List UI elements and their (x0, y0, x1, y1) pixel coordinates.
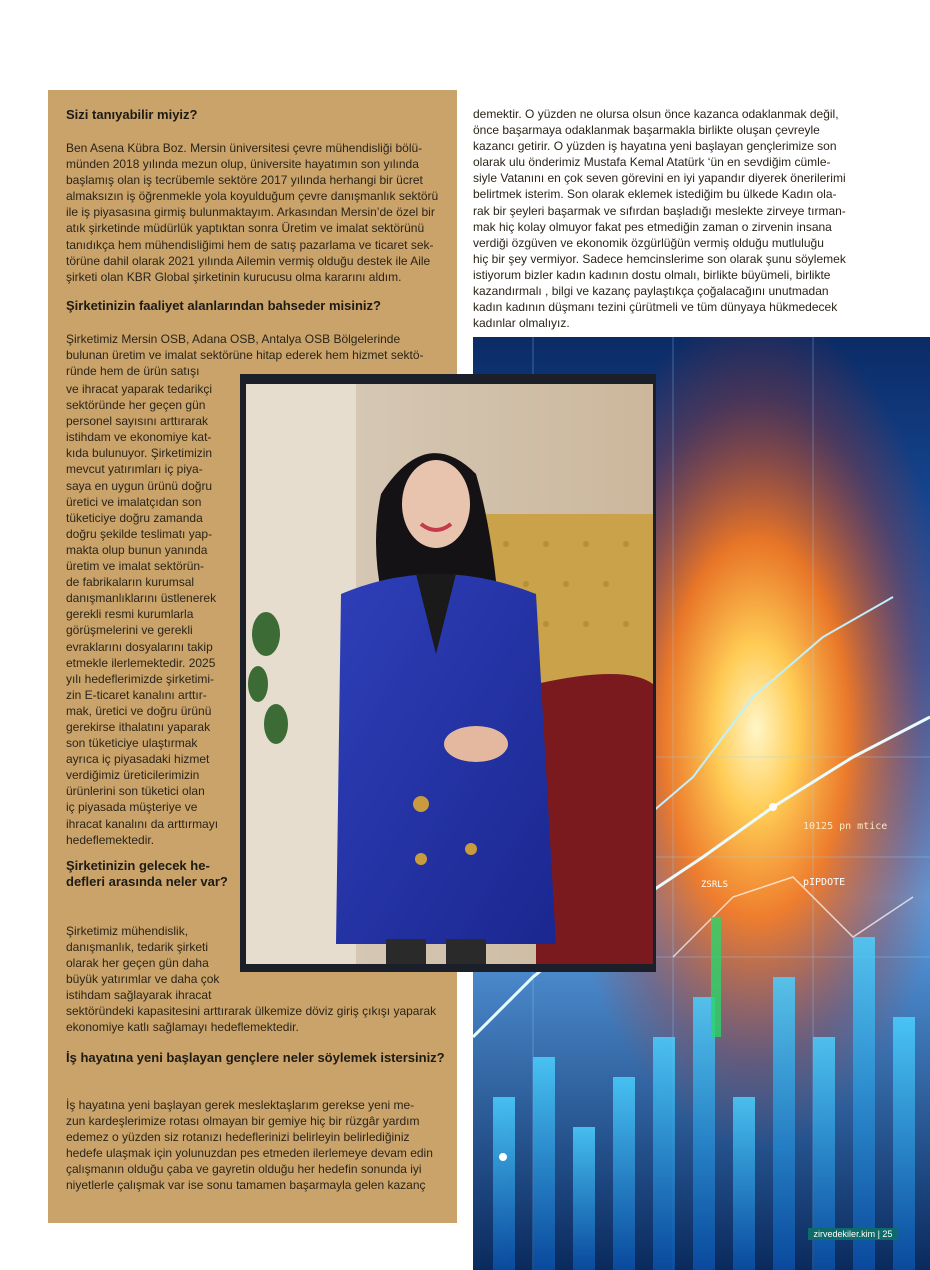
answer-2-body-line: personel sayısını arttırarak (66, 414, 209, 429)
answer-2-body-line: görüşmelerini ve gerekli (66, 623, 193, 638)
answer-2-body-line: yılı hedeflerimizde şirketimi- (66, 671, 215, 686)
image-label-2: ZSRLS (701, 880, 729, 890)
answer-2-body-line: sektöründe her geçen gün (66, 398, 206, 413)
answer-4-line: zun kardeşlerimize rotası olmayan bir gemiye hiç bir rüzgâr yardım (66, 1114, 420, 1129)
answer-2-body-line: üretici ve imalatçıdan son (66, 494, 202, 509)
page-number: 25 (882, 1229, 893, 1239)
answer-1-line: atık şirketinde müdürlük yaptıktan sonra Üretim ve imalat sektörünü (66, 221, 425, 236)
answer-2-body-line: doğru şekilde teslimatı yap- (66, 526, 213, 541)
answer-2-body-line: gerekirse ithalatını yaparak (66, 719, 211, 734)
answer-4-line: niyetlerle çalışmak var ise sonu tamamen başarmayla gelen kazanç (66, 1178, 426, 1193)
right-column-line: hiç bir şey vermiyor. Sadece hemcinslerime son olarak şunu söylemek (473, 251, 846, 266)
answer-1-line: almaksızın iş öğrenmekle yola koyulduğum çevre danışmanlık sektörü (66, 189, 439, 204)
answer-2-body-line: ayrıca iç piyasadaki hizmet (66, 752, 210, 767)
answer-4-line: edemez o yüzden siz rotanızı hedeflerinizi belirleyin belirlediğiniz (66, 1130, 410, 1145)
question-4: İş hayatına yeni başlayan gençlere neler söylemek istersiniz? (66, 1050, 445, 1065)
answer-2-body-line: iç piyasada müşteriye ve (66, 800, 198, 815)
answer-1-line: ile iş piyasasına girmiş bulunmaktayım. Arkasından Mersin’de özel bir (66, 205, 435, 220)
answer-2-body-line: istihdam ve ekonomiye kat- (66, 430, 212, 445)
right-column-line: kadın kadının düşmanı tezini çürütmeli ve tüm dünyaya hükmedecek (473, 300, 838, 315)
answer-2-body-line: zin E-ticaret kanalını arttır- (66, 687, 207, 702)
answer-2-body-line: evraklarını dosyalarını takip (66, 639, 213, 654)
answer-2-body-line: de fabrikaların kurumsal (66, 575, 195, 590)
answer-3-body-line: Şirketimiz mühendislik, (66, 924, 189, 938)
question-2: Şirketinizin faaliyet alanlarından bahseder misiniz? (66, 298, 381, 313)
answer-3-end (66, 1003, 456, 1035)
answer-2-intro-line: bulunan üretim ve imalat sektörüne hitap ederek hem hizmet sektö- (66, 348, 424, 363)
right-column-line: mak hiç kolay olmuyor fakat pes etmediğin zaman o zirvenin insana (473, 219, 832, 234)
page-footer (808, 1228, 898, 1240)
question-3: Şirketinizin gelecek he- defleri arasında neler var? (66, 858, 228, 889)
answer-2-intro (66, 331, 456, 379)
answer-1 (66, 140, 456, 285)
site-name: zirvedekiler.kim (813, 1229, 876, 1239)
right-column-line: önce başarmaya odaklanmak başarmakla birlikte oluşan çevreyle (473, 123, 820, 138)
answer-4-line: hedefe ulaşmak için yolunuzdan pes etmeden ilerlemeye devam edin (66, 1146, 433, 1161)
answer-2-intro-line: Şirketimiz Mersin OSB, Adana OSB, Antalya OSB Bölgelerinde (66, 332, 401, 346)
answer-2-body-line: makta olup bunun yanında (66, 542, 208, 557)
image-label-1: 10125 pn mtice (803, 821, 888, 832)
answer-3-end-line: sektöründeki kapasitesini arttırarak ülkemize döviz giriş çıkışı yaparak (66, 1004, 437, 1018)
question-1: Sizi tanıyabilir miyiz? (66, 107, 198, 122)
answer-2-body-line: kıda bulunuyor. Şirketimizin (66, 446, 213, 461)
answer-3-body-line: istihdam sağlayarak ihracat (66, 988, 212, 1003)
right-column-text (473, 106, 857, 331)
answer-1-line: törüne dahil olarak 2021 yılında Ailemin vermiş olduğu destek ile Aile (66, 253, 431, 268)
answer-2-body-line: verdiğimiz üreticilerimizin (66, 768, 200, 783)
answer-1-line: Ben Asena Kübra Boz. Mersin üniversitesi çevre mühendisliği bölü- (66, 141, 423, 155)
right-column-line: istiyorum bizler kadın kadının dostu olmalı, birlikte büyümeli, birlikte (473, 267, 831, 282)
right-column-line: belirtmek isterim. Son olarak eklemek istediğim bu ülkede Kadın ola- (473, 187, 837, 202)
right-column-line: kazandırmalı , bilgi ve kazanç paylaştıkça çoğalacağını unutmadan (473, 284, 829, 299)
answer-2-body-line: saya en uygun ürünü doğru (66, 478, 213, 493)
answer-3-body (66, 923, 238, 1003)
answer-2-body-line: mevcut yatırımları iç piya- (66, 462, 203, 477)
footer-divider: | (877, 1229, 883, 1239)
answer-2-body-line: mak, üretici ve doğru ürünü (66, 703, 212, 718)
right-column-line: kadınlar olmalıyız. (473, 316, 570, 331)
answer-3-body-line: danışmanlık, tedarik şirketi (66, 940, 209, 955)
answer-2-body-line: hedeflemektedir. (66, 832, 155, 847)
answer-1-line: şirketi olan KBR Global şirketinin kurucusu olma kararını aldım. (66, 269, 402, 284)
right-column-line: demektir. O yüzden ne olursa olsun önce kazanca odaklanmak değil, (473, 107, 839, 121)
answer-1-line: münden 2018 yılında mezun olup, üniversite hayatımın son yılında (66, 157, 419, 172)
answer-2-body-line: gerekli resmi kurumlarla (66, 607, 194, 622)
answer-2-body-line: ve ihracat yaparak tedarikçi (66, 382, 213, 396)
answer-2-body-line: ürünlerini son tüketici olan (66, 784, 205, 799)
answer-3-end-line: ekonomiye katlı sağlamayı hedeflemektedir. (66, 1020, 299, 1035)
answer-2-body-line: etmekle ilerlemektedir. 2025 (66, 655, 216, 670)
image-label-3: pIPDOTE (803, 877, 846, 888)
right-column-line: verdiği özgüven ve ekonomik özgürlüğün vermiş olduğu mutluluğu (473, 235, 824, 250)
answer-2-body-line: ihracat kanalını da arttırmayı (66, 816, 219, 831)
answer-2-body-line: son tüketiciye ulaştırmak (66, 736, 198, 751)
answer-1-line: tanıdıkça hem mühendisliğimi hem de satış pazarlama ve ticaret sek- (66, 237, 434, 252)
answer-3-body-line: olarak her geçen gün daha (66, 956, 209, 971)
answer-2-body (66, 381, 238, 848)
answer-2-body-line: tüketiciye doğru zamanda (66, 510, 203, 525)
answer-4-line: İş hayatına yeni başlayan gerek meslektaşlarım gerekse yeni me- (66, 1098, 415, 1112)
answer-4-line: çalışmanın olduğu çaba ve gayretin olduğu her hedefin sonunda iyi (66, 1162, 422, 1177)
right-column-line: rak bir şeyleri başarmak ve sıfırdan başladığı meslekte zirveye tırman- (473, 203, 846, 218)
right-column-line: siyle Vatanını en çok seven görevini en iyi yapandır diyerek önerilerimi (473, 171, 846, 186)
answer-2-body-line: danışmanlıklarını üstlenerek (66, 591, 217, 606)
answer-3-body-line: büyük yatırımlar ve daha çok (66, 972, 220, 987)
right-column-line: kazancı getirir. O yüzden iş hayatına yeni başlayan gençlerimize son (473, 139, 837, 154)
answer-2-intro-line: ründe hem de ürün satışı (66, 364, 200, 379)
answer-4 (66, 1097, 456, 1194)
portrait-photo (246, 384, 653, 964)
answer-2-body-line: üretim ve imalat sektörün- (66, 559, 205, 574)
answer-1-line: başlamış olan iş tecrübemle sektöre 2017 yılında herhangi bir ücret (66, 173, 423, 188)
right-column-line: olarak ulu önderimiz Mustafa Kemal Atatürk ‘ün en sevdiğim cümle- (473, 155, 831, 170)
